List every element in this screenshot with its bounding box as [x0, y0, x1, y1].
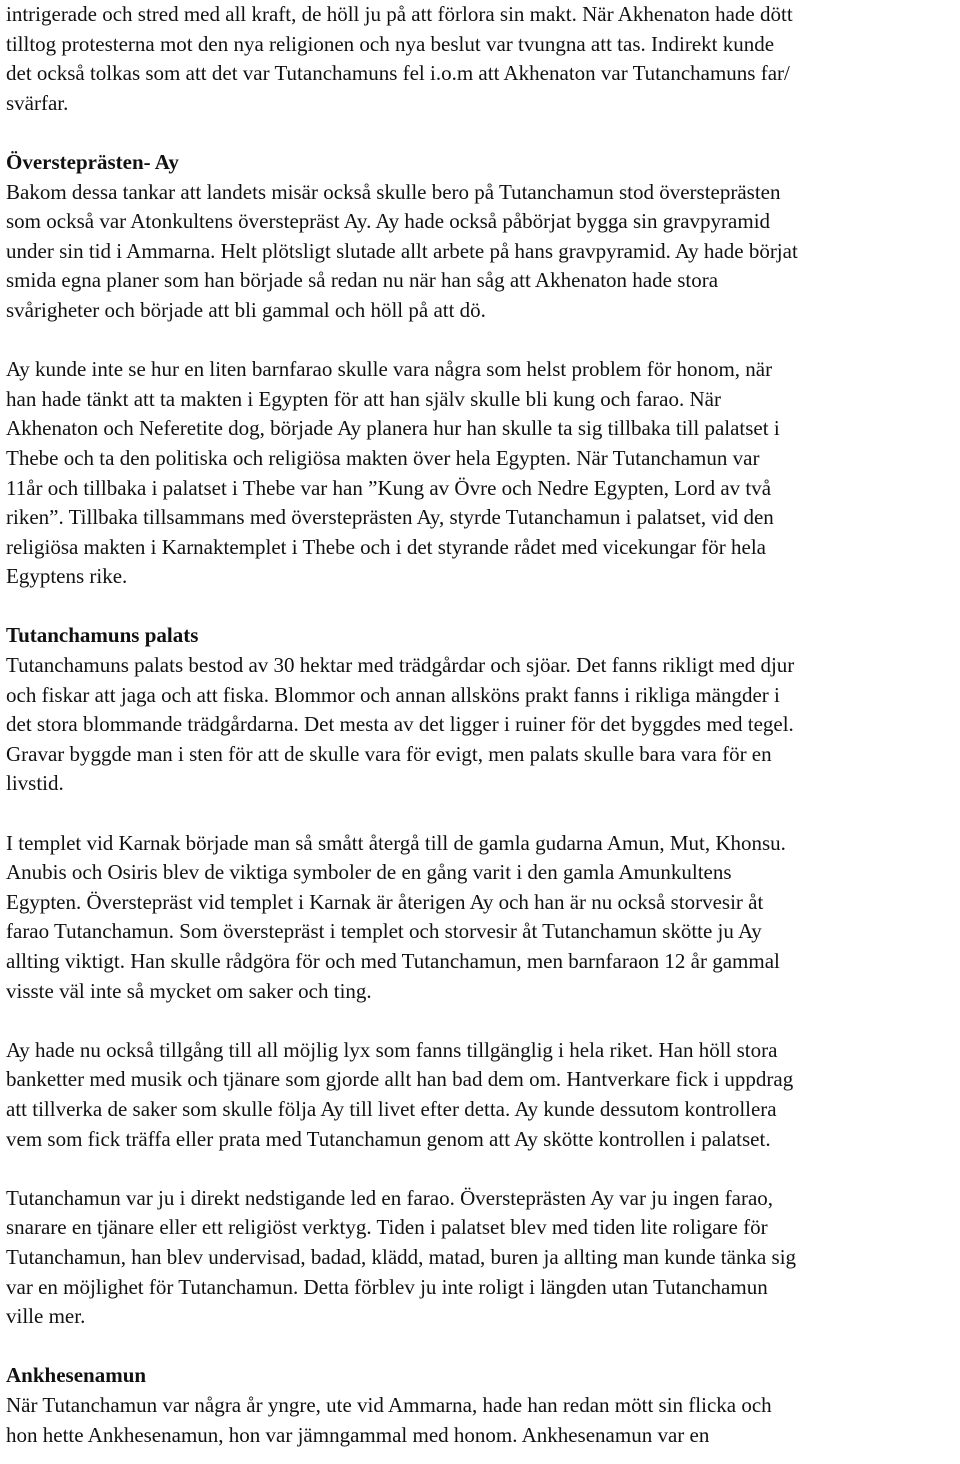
palace-paragraph-2: I templet vid Karnak började man så smått återgå till de gamla gudarna Amun, Mut, Khonsu. Anubis och Osiris blev de viktiga symboler de en gång varit i den gamla Amunkultens Egypten. Överstepräst vid templet i Karnak är återigen Ay och han är nu också storvesir åt farao Tutanchamun. Som överstepräst i templet och storvesir åt Tutanchamun skötte ju Ay allting viktigt. Han skulle rådgöra för och med Tutanchamun, men barnfaraon 12 år gammal visste väl inte så mycket om saker och ting.: [6, 830, 786, 1003]
paragraph-gap: [6, 1332, 956, 1362]
paragraph-gap: [6, 1154, 956, 1184]
paragraph-gap: [6, 118, 956, 148]
section-heading-ankhesenamun: Ankhesenamun: [6, 1363, 147, 1388]
ay-paragraph-1: Bakom dessa tankar att landets misär också skulle bero på Tutanchamun stod översteprästen som också var Atonkultens överstepräst Ay. Ay hade också påbörjat bygga sin gravpyramid under sin tid i Ammarna. Helt plötsligt slutade allt arbete på hans gravpyramid. Ay hade börjat smida egna planer som han började så redan nu när han såg att Akhenaton hade stora svårigheter och började att bli gammal och höll på att dö.: [6, 179, 798, 322]
document-page: [6, 0, 956, 1450]
paragraph-gap: [6, 326, 956, 356]
paragraph-gap: [6, 592, 956, 622]
paragraph-gap: [6, 1006, 956, 1036]
section-heading-palace: Tutanchamuns palats: [6, 623, 199, 648]
palace-paragraph-3: Ay hade nu också tillgång till all möjlig lyx som fanns tillgänglig i hela riket. Han höll stora banketter med musik och tjänare som gjorde allt han bad dem om. Hantverkare fick i uppdrag att tillverka de saker som skulle följa Ay till livet efter detta. Ay kunde dessutom kontrollera vem som fick träffa eller prata med Tutanchamun genom att Ay skötte kontrollen i palatset.: [6, 1037, 794, 1151]
ankhesenamun-paragraph-1: När Tutanchamun var några år yngre, ute vid Ammarna, hade han redan mött sin flicka och hon hette Ankhesenamun, hon var jämngammal med honom. Ankhesenamun var en: [6, 1392, 772, 1447]
paragraph-gap: [6, 799, 956, 829]
palace-paragraph-1: Tutanchamuns palats bestod av 30 hektar med trädgårdar och sjöar. Det fanns rikligt med djur och fiskar att jaga och att fiska. Blommor och annan allsköns prakt fanns i rikliga mängder i det stora blommande trädgårdarna. Det mesta av det ligger i ruiner för det byggdes med tegel. Gravar byggde man i sten för att de skulle vara för evigt, men palats skulle bara vara för en livstid.: [6, 653, 795, 796]
palace-paragraph-4: Tutanchamun var ju i direkt nedstigande led en farao. Översteprästen Ay var ju ingen farao, snarare en tjänare eller ett religiöst verktyg. Tiden i palatset blev med tiden lite roligare för Tutanchamun, han blev undervisad, badad, klädd, matad, buren ja allting man kunde tänka sig var en möjlighet för Tutanchamun. Detta förblev ju inte roligt i längden utan Tutanchamun ville mer.: [6, 1185, 797, 1329]
intro-paragraph: intrigerade och stred med all kraft, de höll ju på att förlora sin makt. När Akhenaton hade dött tilltog protesterna mot den nya religionen och nya beslut var tvungna att tas. Indirekt kunde det också tolkas som att det var Tutanchamuns fel i.o.m att Akhenaton var Tutanchamuns far/ svärfar.: [6, 2, 793, 115]
ay-paragraph-2: Ay kunde inte se hur en liten barnfarao skulle vara några som helst problem för honom, när han hade tänkt att ta makten i Egypten för att han själv skulle bli kung och farao. När Akhenaton och Neferetite dog, började Ay planera hur han skulle ta sig tillbaka till palatset i Thebe och ta den politiska och religiösa makten över hela Egypten. När Tutanchamun var 11år och tillbaka i palatset i Thebe var han ”Kung av Övre och Nedre Egypten, Lord av två riken”. Tillbaka tillsammans med översteprästen Ay, styrde Tutanchamun i palatset, vid den religiösa makten i Karnaktemplet i Thebe och i det styrande rådet med vicekungar för hela Egyptens rike.: [6, 357, 780, 589]
section-heading-ay: Översteprästen- Ay: [6, 149, 179, 174]
